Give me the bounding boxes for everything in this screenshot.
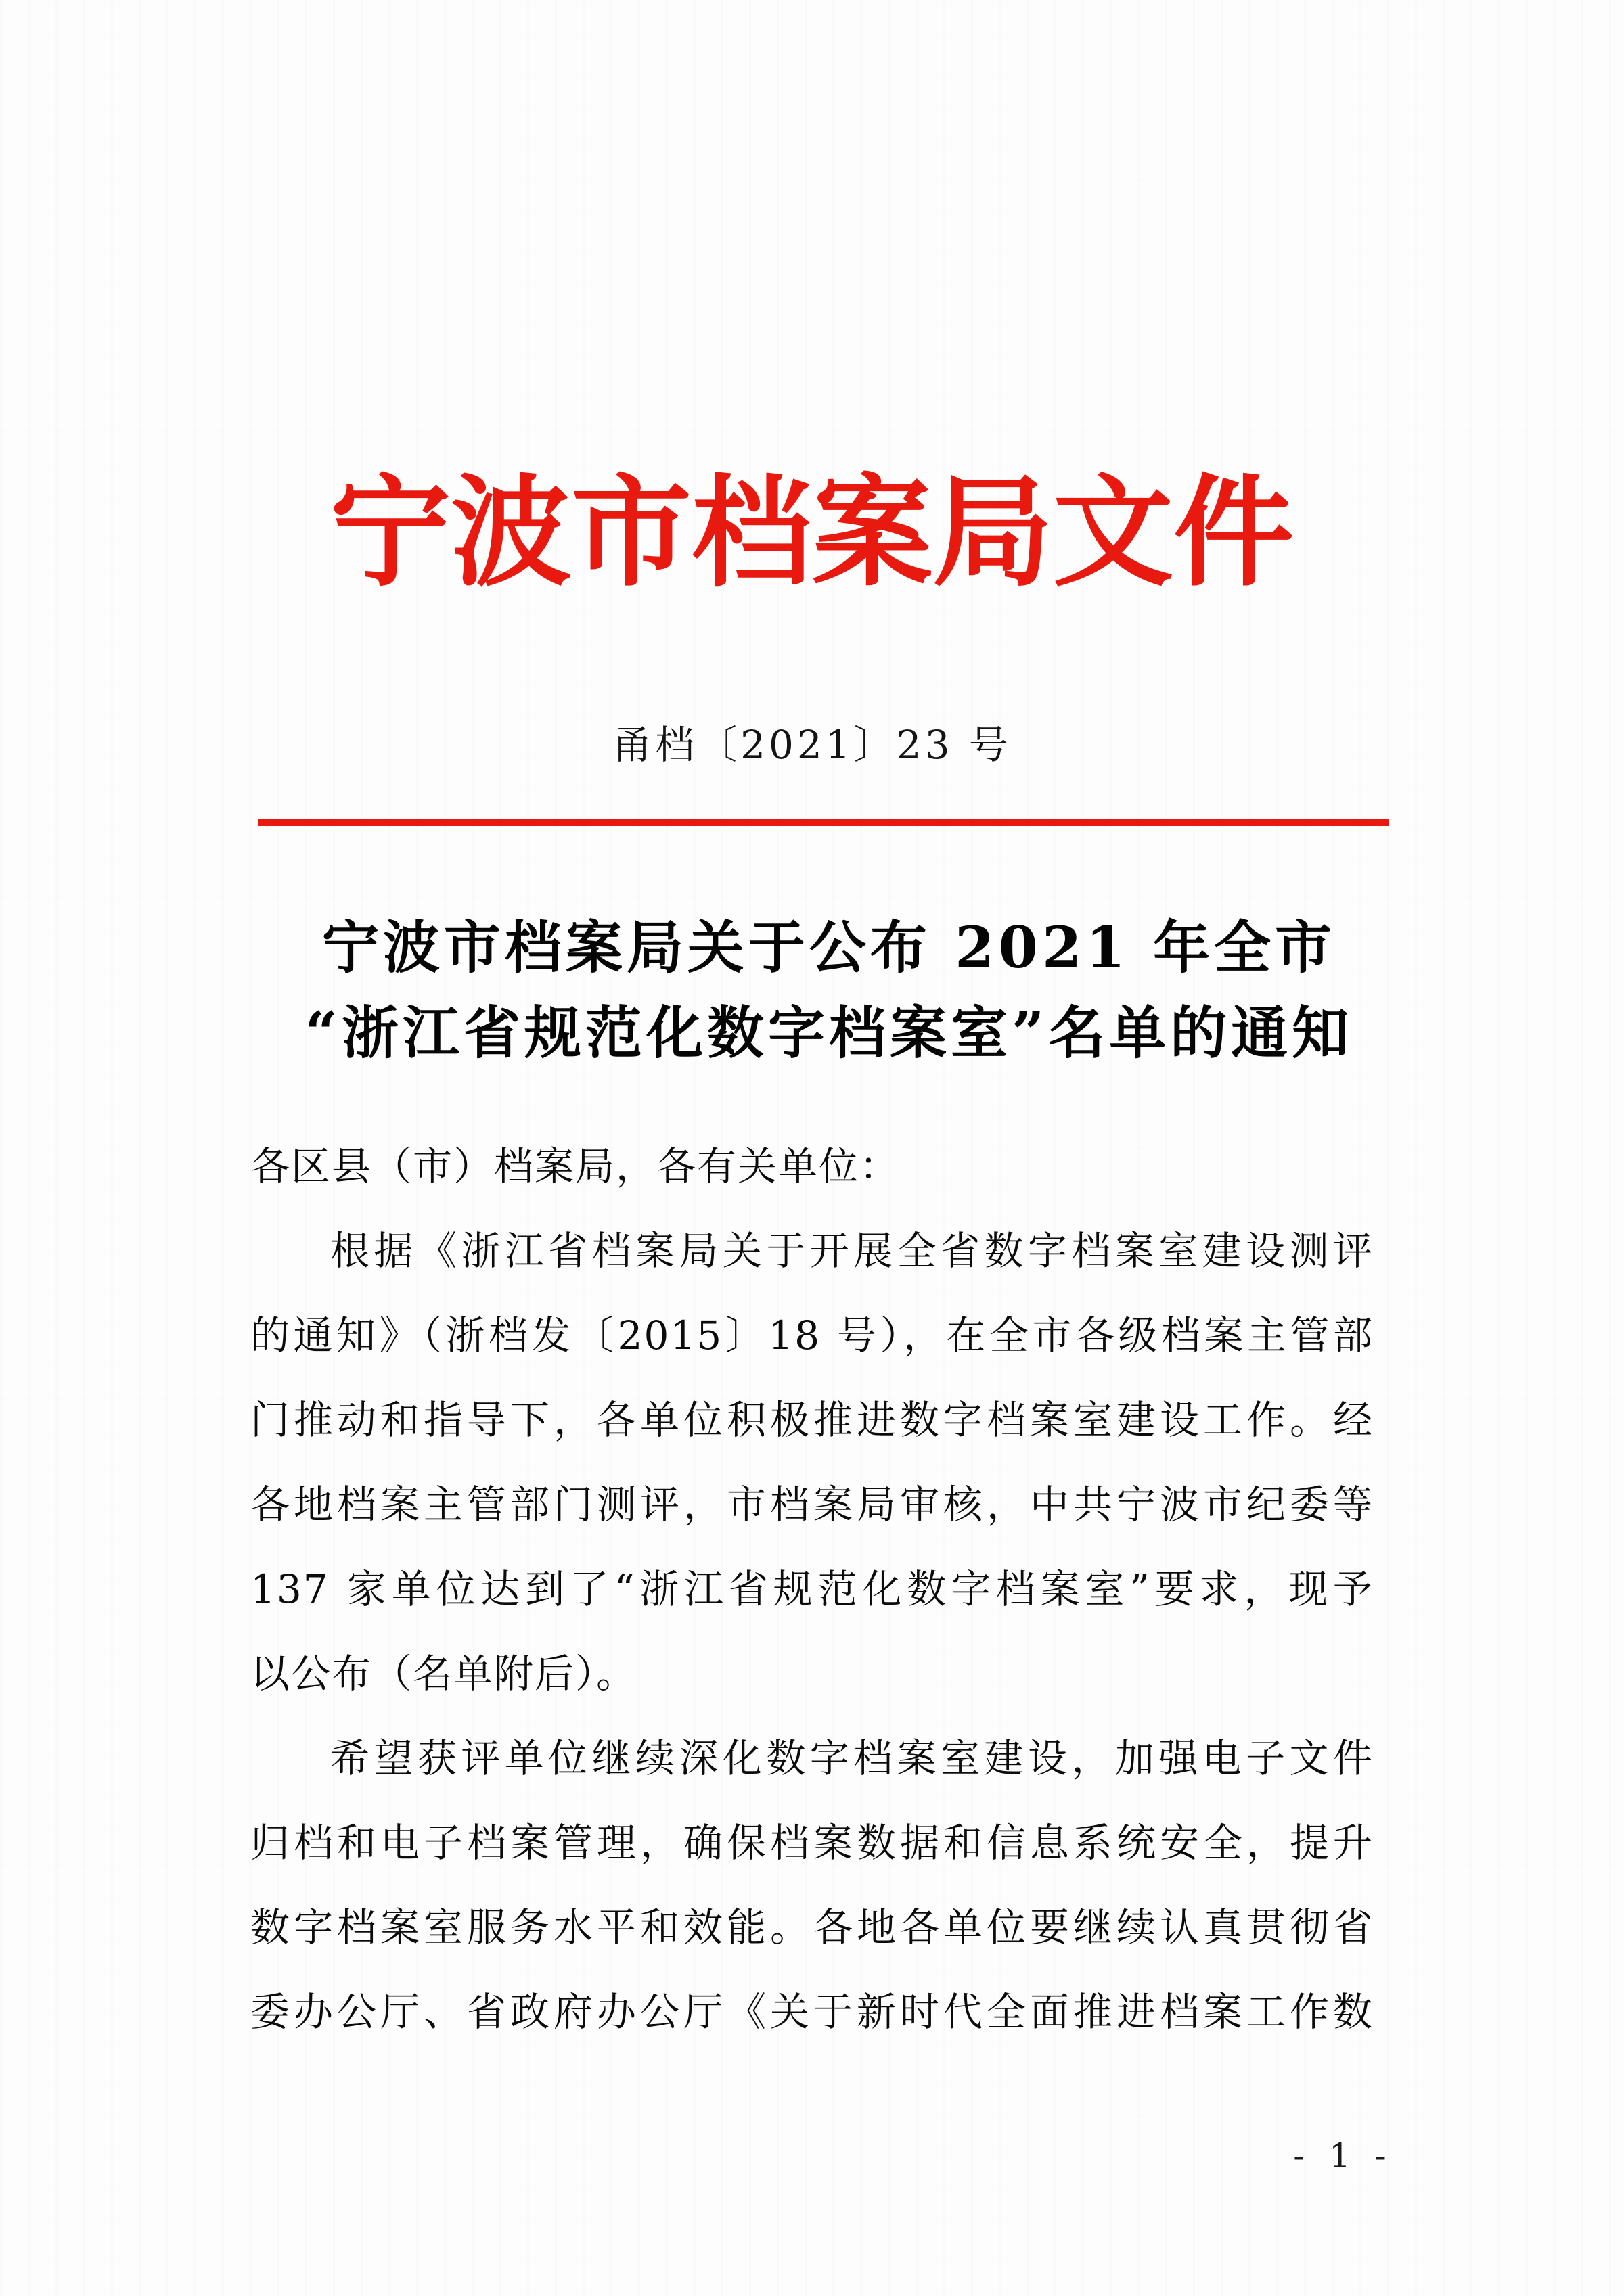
body-line: 各地档案主管部门测评，市档案局审核，中共宁波市纪委等 xyxy=(250,1482,1374,1528)
page-number: - 1 - xyxy=(1293,2136,1393,2176)
document-title-line-1: 宁波市档案局关于公布 2021 年全市 xyxy=(321,914,1336,981)
document-body xyxy=(250,1124,1374,2054)
body-line: 以公布（名单附后）。 xyxy=(250,1651,637,1697)
body-line: 的通知》（浙档发〔2015〕18 号），在全市各级档案主管部 xyxy=(250,1312,1374,1358)
agency-title: 宁波市档案局文件 xyxy=(330,461,1294,603)
body-line: 门推动和指导下，各单位积极推进数字档案室建设工作。经 xyxy=(250,1397,1374,1443)
doc-number: 甬档〔2021〕23 号 xyxy=(612,722,1012,768)
document-title xyxy=(176,905,1482,1076)
red-divider xyxy=(258,819,1389,826)
body-line: 数字档案室服务水平和效能。各地各单位要继续认真贯彻省 xyxy=(250,1904,1374,1950)
document-title-line-2: “浙江省规范化数字档案室”名单的通知 xyxy=(304,999,1353,1066)
body-line: 各区县（市）档案局，各有关单位： xyxy=(250,1143,901,1189)
body-line: 委办公厅、省政府办公厅《关于新时代全面推进档案工作数 xyxy=(250,1989,1374,2035)
body-line: 希望获评单位继续深化数字档案室建设，加强电子文件 xyxy=(330,1735,1374,1781)
body-line: 137 家单位达到了“浙江省规范化数字档案室”要求，现予 xyxy=(250,1566,1374,1612)
body-line: 根据《浙江省档案局关于开展全省数字档案室建设测评 xyxy=(330,1228,1374,1274)
body-line: 归档和电子档案管理，确保档案数据和信息系统安全，提升 xyxy=(250,1820,1374,1866)
